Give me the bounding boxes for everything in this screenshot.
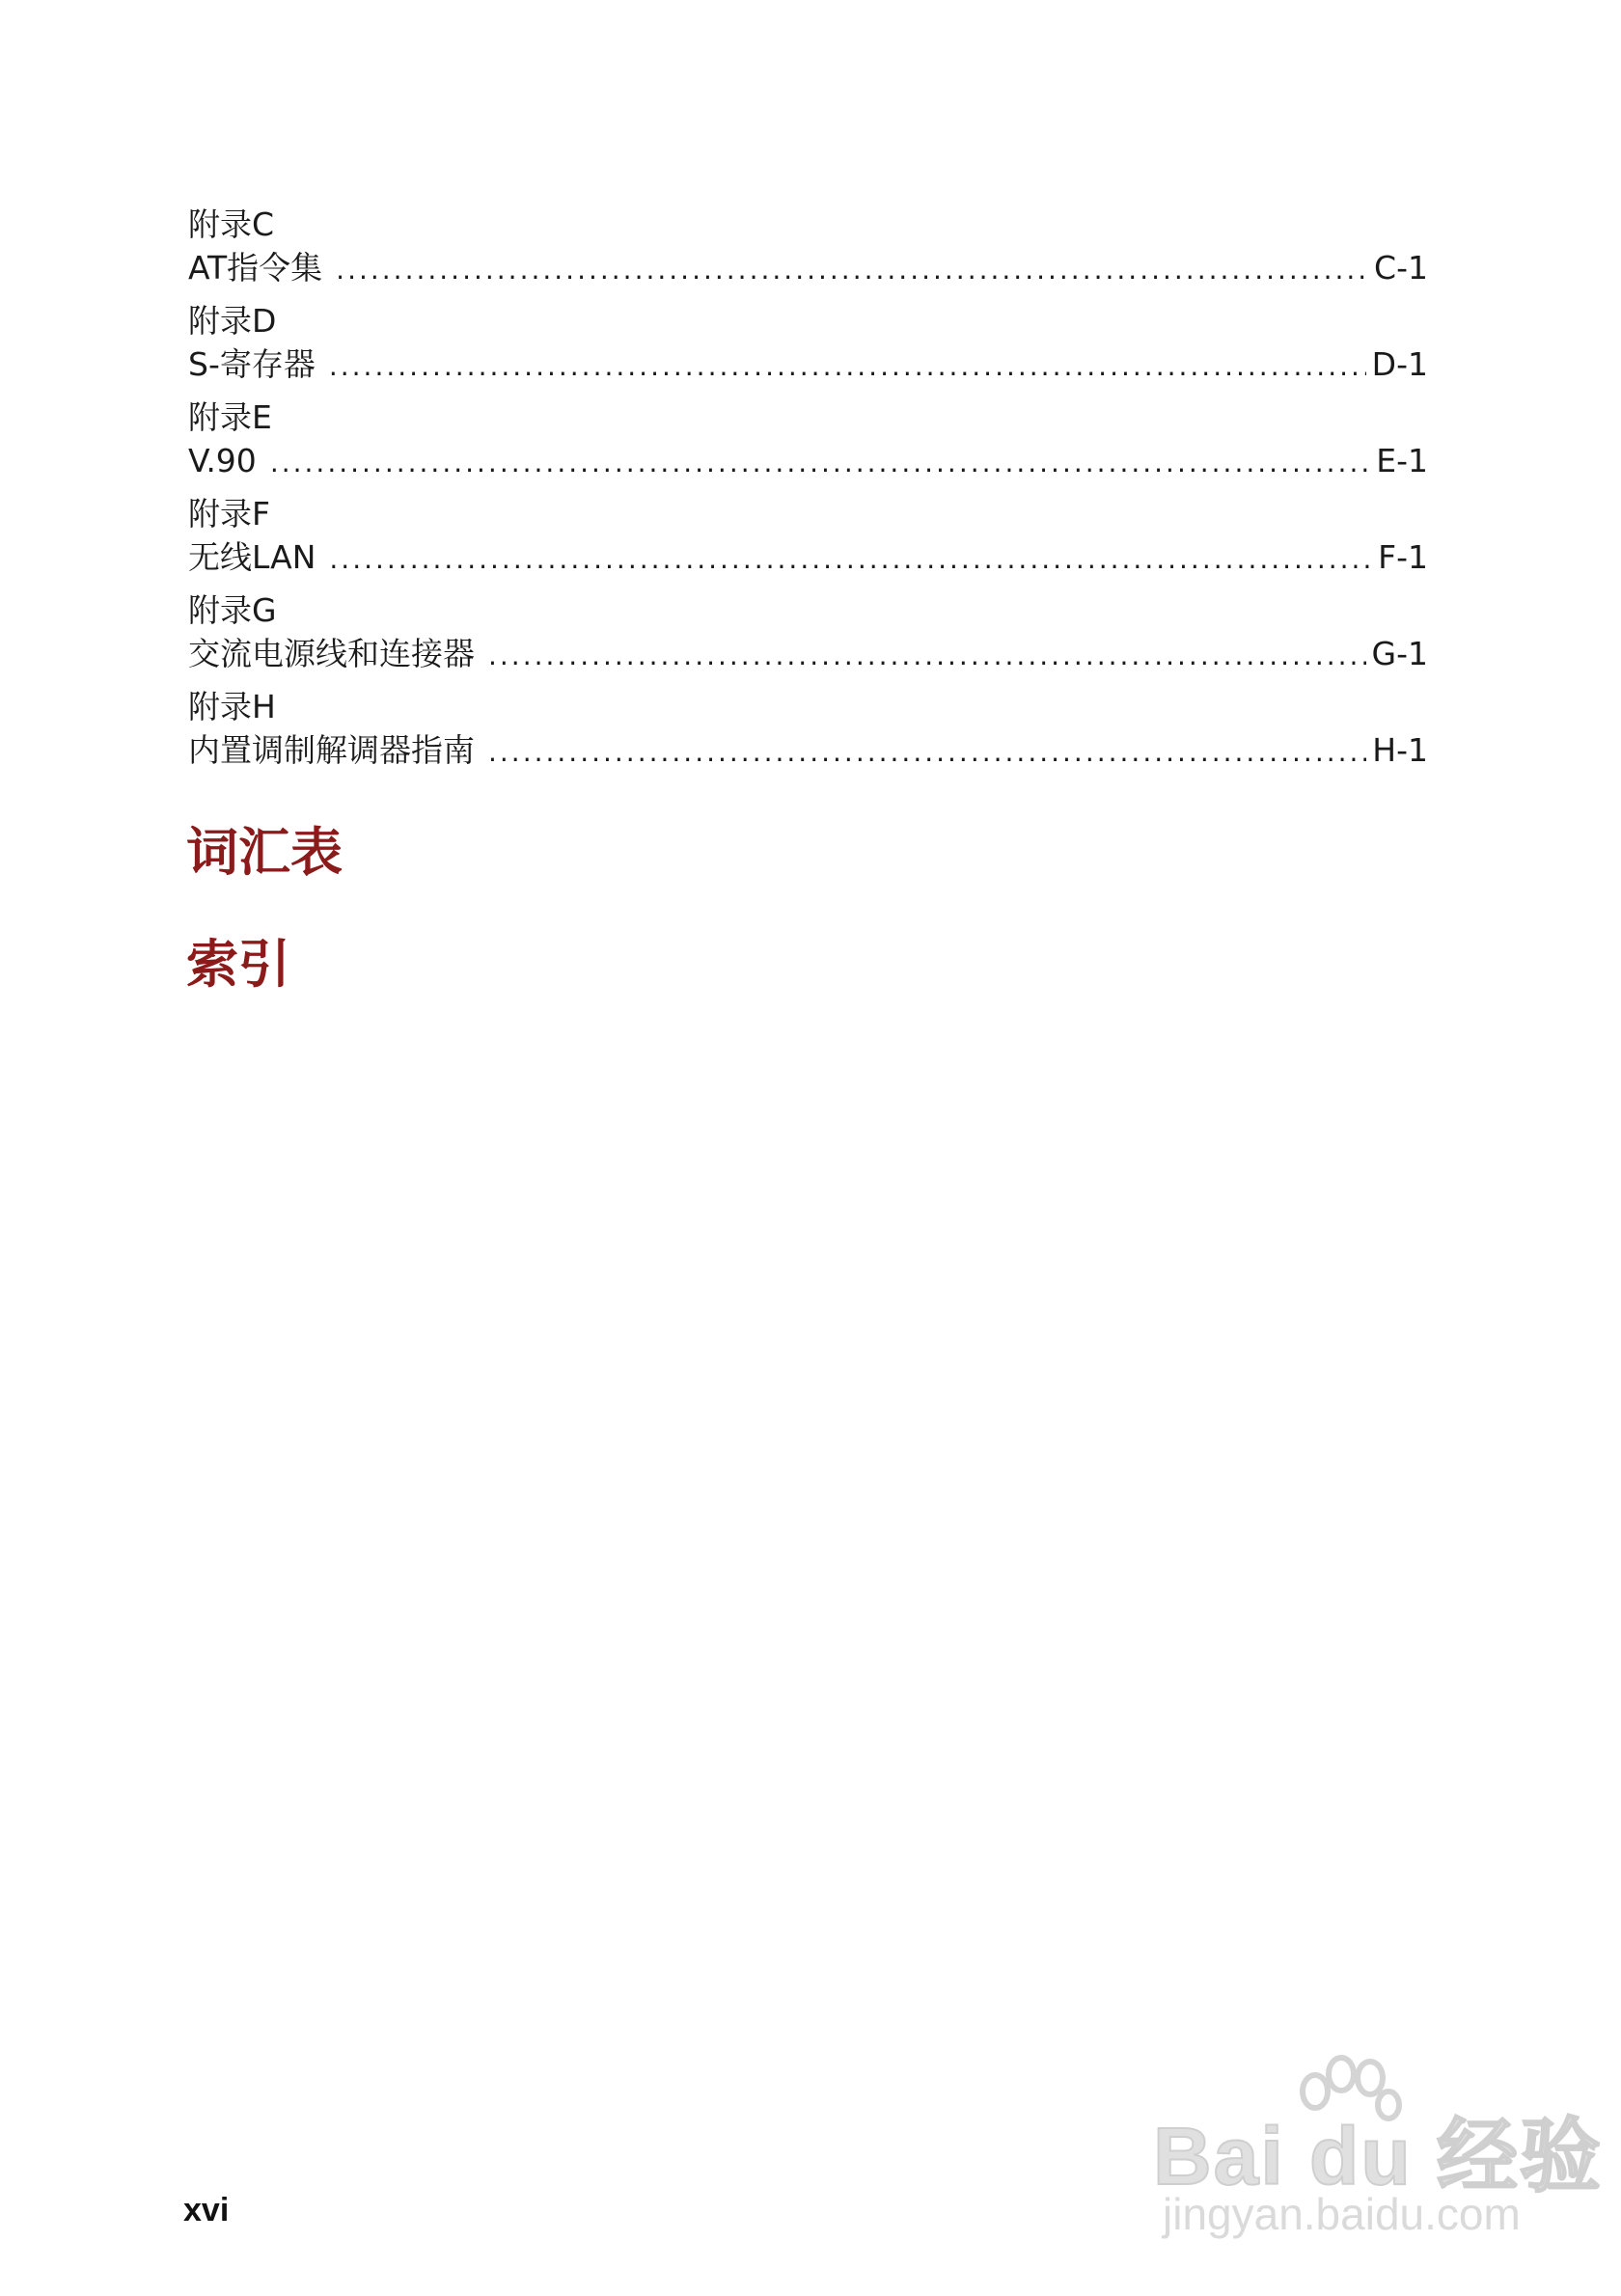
toc-entry-line[interactable] — [188, 535, 1428, 579]
entry-page-number: E-1 — [1376, 442, 1428, 479]
page-number: xvi — [183, 2192, 230, 2228]
toc-entry-appendix-h[interactable] — [188, 685, 1428, 772]
entry-title: S-寄存器 — [188, 345, 316, 383]
toc-entry-line[interactable] — [188, 728, 1428, 772]
appendix-label: 附录C — [188, 205, 275, 243]
glossary-heading[interactable]: 词汇表 — [186, 822, 343, 883]
watermark-brand: Bai du 经验 — [1153, 2111, 1604, 2201]
entry-page-number: D-1 — [1371, 345, 1428, 383]
toc-entry-line[interactable] — [188, 246, 1428, 289]
entry-title: 交流电源线和连接器 — [188, 635, 475, 672]
toc-entry-appendix-d[interactable] — [188, 299, 1428, 386]
appendix-label: 附录G — [188, 591, 277, 629]
dot-leader — [329, 344, 1366, 388]
entry-title: 内置调制解调器指南 — [188, 731, 475, 769]
toc-entry-appendix-c[interactable] — [188, 203, 1428, 289]
entry-title: 无线LAN — [188, 538, 316, 576]
dot-leader — [488, 730, 1366, 774]
entry-page-number: F-1 — [1378, 538, 1428, 576]
toc-entry-line[interactable] — [188, 632, 1428, 675]
toc-entry-line[interactable] — [188, 439, 1428, 482]
appendix-label: 附录H — [188, 688, 276, 725]
toc-entry-appendix-g[interactable] — [188, 588, 1428, 675]
toc-entry-line[interactable] — [188, 342, 1428, 386]
baidu-jingyan-watermark — [1153, 2055, 1604, 2248]
toc-entry-appendix-f[interactable] — [188, 492, 1428, 579]
dot-leader — [329, 537, 1372, 581]
toc-entry-appendix-e[interactable] — [188, 396, 1428, 482]
entry-page-number: G-1 — [1371, 635, 1428, 672]
entry-title: AT指令集 — [188, 249, 323, 287]
appendix-label: 附录D — [188, 302, 277, 340]
table-of-contents — [188, 203, 1428, 781]
appendix-label: 附录F — [188, 495, 270, 533]
entry-page-number: C-1 — [1374, 249, 1428, 287]
entry-page-number: H-1 — [1372, 731, 1428, 769]
watermark-url: jingyan.baidu.com — [1163, 2189, 1521, 2239]
index-heading[interactable]: 索引 — [186, 934, 290, 995]
dot-leader — [488, 634, 1366, 677]
dot-leader — [336, 248, 1368, 291]
dot-leader — [270, 441, 1370, 484]
entry-title: V.90 — [188, 442, 257, 479]
appendix-label: 附录E — [188, 398, 272, 436]
